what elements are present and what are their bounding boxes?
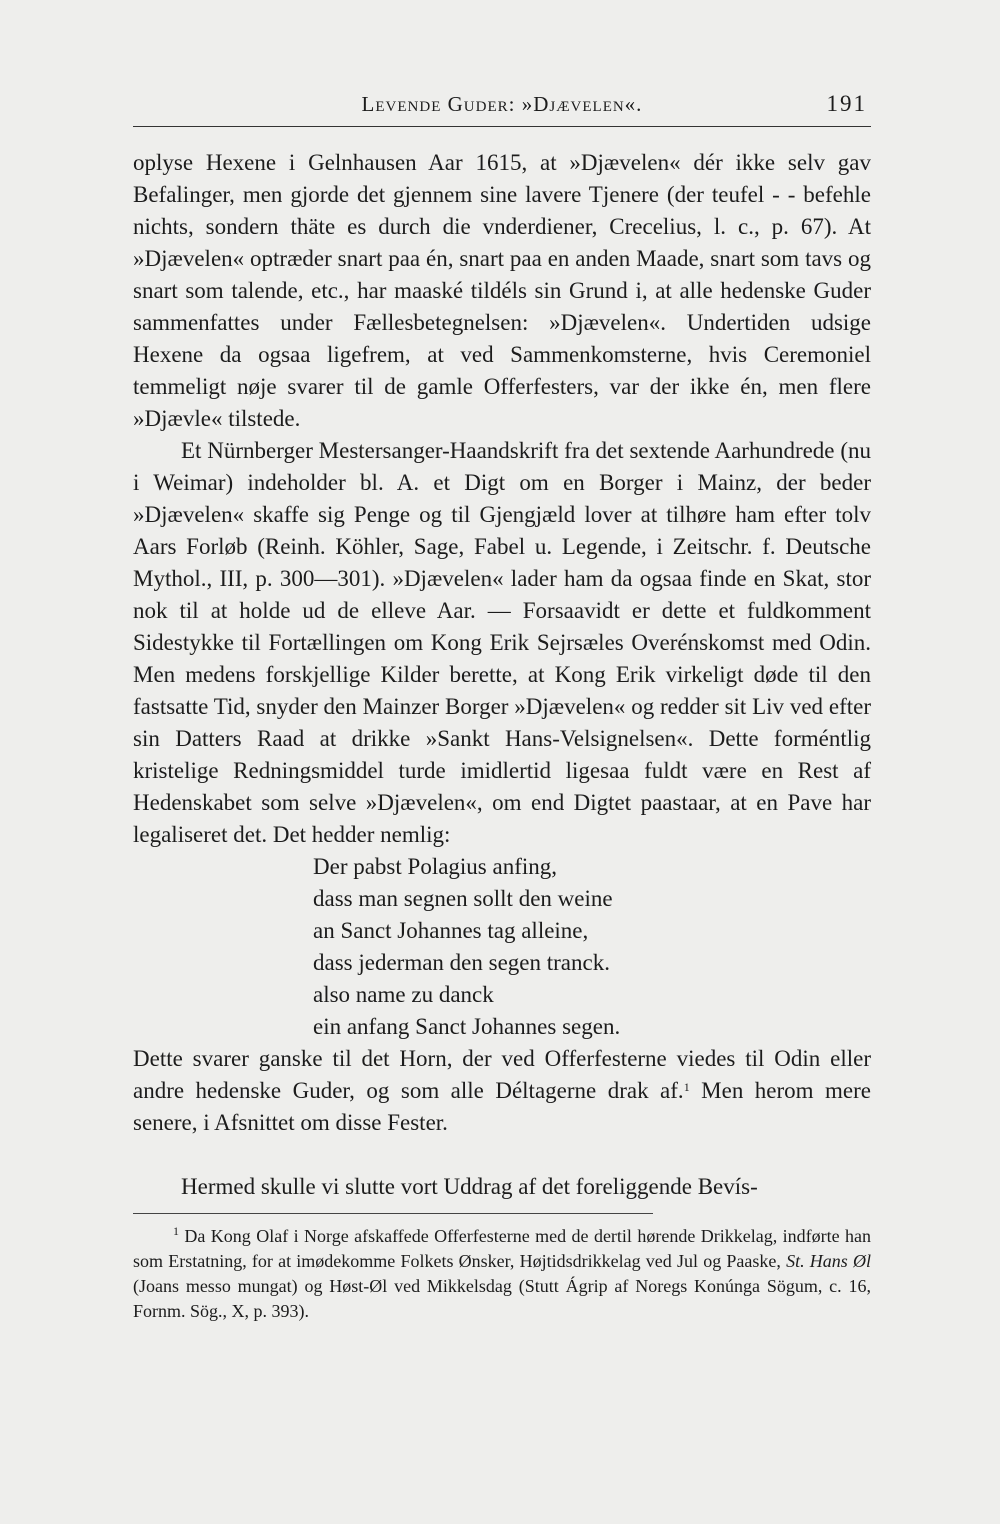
paragraph-3-text-end: Men herom mere senere, i Afsnittet om disse Fester. [133, 1078, 871, 1135]
footnote-text-a: Da Kong Olaf i Norge afskaffede Offerfesterne med de dertil hørende Drikkelag, indførte han som Erstatning, for at imødekomme Folkets Ønsker, Højtidsdrikkelag ved Jul og Paaske, [133, 1226, 871, 1271]
verse-line: ein anfang Sanct Johannes segen. [313, 1014, 621, 1039]
footnote-rule [133, 1213, 653, 1214]
book-page [133, 84, 871, 1324]
paragraph-3 [133, 1043, 871, 1139]
footnote-marker: 1 [173, 1224, 179, 1238]
verse-line: also name zu danck [313, 982, 494, 1007]
footnote [133, 1224, 871, 1324]
verse-line: Der pabst Polagius anfing, [313, 854, 558, 879]
verse-quote [313, 851, 871, 1043]
verse-line: dass jederman den segen tranck. [313, 950, 610, 975]
header-rule [133, 126, 871, 127]
page-number: 191 [826, 91, 867, 116]
running-head-title: Levende Guder: »Djævelen«. [361, 92, 643, 116]
running-head [133, 84, 871, 124]
verse-line: an Sanct Johannes tag alleine, [313, 918, 589, 943]
body-text [133, 147, 871, 1203]
paragraph-1: oplyse Hexene i Gelnhausen Aar 1615, at »Djævelen« dér ikke selv gav Befalinger, men gjorde det gjennem sine lavere Tjenere (der teufel - - befehle nichts, sondern thäte es durch die vnderdiener, Crecelius, l. c., p. 67). At »Djævelen« optræder snart paa én, snart paa en anden Maade, snart som tavs og snart som talende, etc., har maaské tildéls sin Grund i, at alle hedenske Guder sammenfattes under Fællesbetegnelsen: »Djævelen«. Undertiden udsige Hexene da ogsaa ligefrem, at ved Sammenkomsterne, hvis Ceremoniel temmeligt nøje svarer til de gamle Offerfesters, var der ikke én, men flere »Djævle« tilstede. [133, 150, 871, 431]
paragraph-2: Et Nürnberger Mestersanger-Haandskrift fra det sextende Aarhundrede (nu i Weimar) indeholder bl. A. et Digt om en Borger i Mainz, der beder »Djævelen« skaffe sig Penge og til Gjengjæld lover at tilhøre ham efter tolv Aars Forløb (Reinh. Köhler, Sage, Fabel u. Legende, i Zeitschr. f. Deutsche Mythol., III, p. 300—301). »Djævelen« lader ham da ogsaa finde en Skat, stor nok til at holde ud de elleve Aar. — Forsaavidt er dette et fuldkomment Sidestykke til Fortællingen om Kong Erik Sejrsæles Overénskomst med Odin. Men medens forskjellige Kilder berette, at Kong Erik virkeligt døde til den fastsatte Tid, snyder den Mainzer Borger »Djævelen« og redder sit Liv ved efter sin Datters Raad at drikke »Sankt Hans-Velsignelsen«. Dette forméntlig kristelige Redningsmiddel turde imidlertid ligesaa fuldt være en Rest af Hedenskabet som selve »Djævelen«, om end Digtet paastaar, at en Pave har legaliseret det. Det hedder nemlig: [133, 438, 871, 847]
paragraph-4: Hermed skulle vi slutte vort Uddrag af det foreliggende Bevís- [181, 1174, 758, 1199]
footnote-reference[interactable]: 1 [683, 1080, 690, 1094]
footnote-italic: St. Hans Øl [786, 1251, 871, 1271]
verse-line: dass man segnen sollt den weine [313, 886, 613, 911]
footnote-text-b: (Joans messo mungat) og Høst-Øl ved Mikkelsdag (Stutt Ágrip af Noregs Konúnga Sögum, c. 16, Fornm. Sög., X, p. 393). [133, 1276, 871, 1321]
paragraph-3-text: Dette svarer ganske til det Horn, der ved Offerfesterne viedes til Odin eller andre hedenske Guder, og som alle Déltagerne drak af. [133, 1046, 871, 1103]
